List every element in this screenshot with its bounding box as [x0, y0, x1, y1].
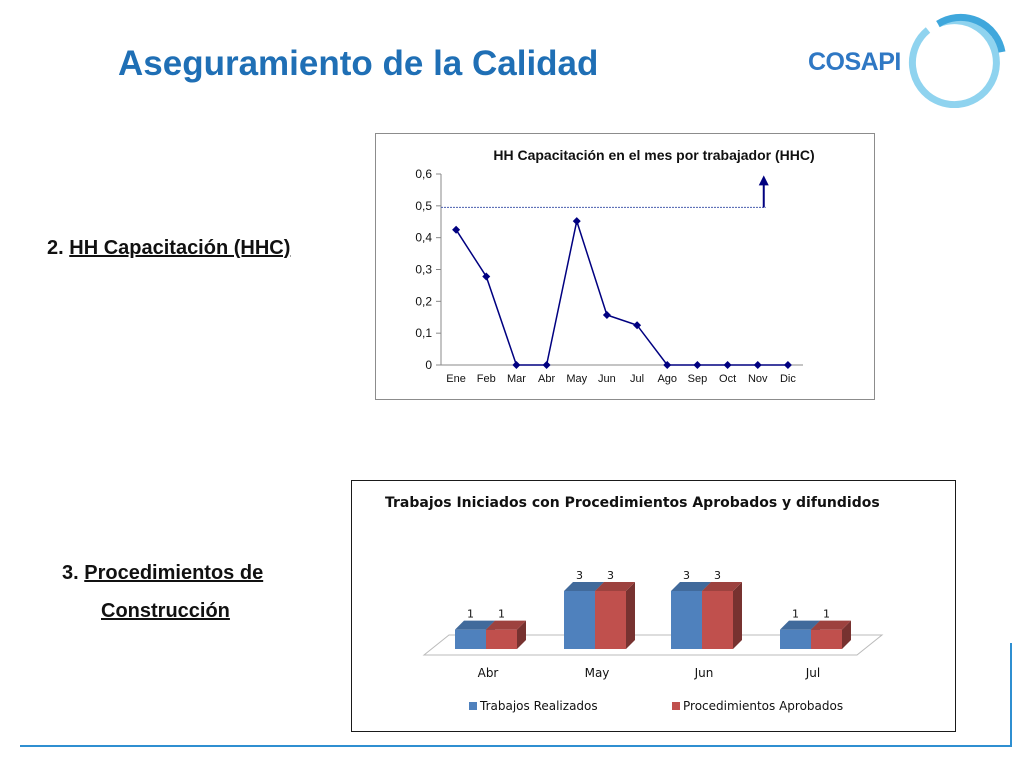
- bar-chart-title: Trabajos Iniciados con Procedimientos Aprobados y difundidos: [385, 495, 880, 511]
- hhc-data-point: [693, 361, 701, 369]
- bar-data-label: 3: [714, 569, 721, 582]
- hhc-data-point: [543, 361, 551, 369]
- x-tick-label: Jun: [598, 373, 616, 385]
- hhc-data-point: [512, 361, 520, 369]
- y-tick-label: 0,1: [415, 326, 432, 341]
- y-tick-label: 0,5: [415, 198, 432, 213]
- bar-data-label: 3: [607, 569, 614, 582]
- bar-procedimientos: [595, 582, 635, 649]
- procedimientos-bar-chart-svg: [352, 481, 957, 733]
- section-3-label-line2: [101, 600, 230, 623]
- hhc-data-point: [573, 217, 581, 225]
- target-arrow-icon: [759, 175, 769, 207]
- section-3-text-line1: Procedimientos de: [84, 562, 264, 584]
- hhc-data-point: [452, 226, 460, 234]
- bar-data-label: 1: [467, 607, 474, 621]
- x-tick-label: Dic: [779, 373, 796, 385]
- section-2-label: [47, 237, 290, 260]
- hhc-data-point: [754, 361, 762, 369]
- bottom-divider: [20, 745, 1012, 747]
- x-tick-label: Feb: [476, 373, 496, 385]
- procedimientos-bar-chart: [351, 480, 956, 732]
- x-tick-label: Ago: [657, 373, 678, 385]
- bar-procedimientos: [811, 621, 851, 649]
- x-category-label: Jul: [805, 666, 821, 680]
- x-category-label: May: [584, 666, 610, 680]
- hhc-series-line: [456, 221, 788, 365]
- hhc-line-chart: [375, 133, 875, 400]
- legend-entry: [469, 699, 598, 713]
- logo-text: COSAPI: [808, 48, 901, 76]
- legend-swatch: [469, 702, 477, 710]
- legend-swatch: [672, 702, 680, 710]
- hhc-data-point: [603, 311, 611, 319]
- hhc-line-chart-svg: [376, 134, 876, 401]
- slide-title: Aseguramiento de la Calidad: [118, 44, 599, 83]
- x-tick-label: Mar: [506, 373, 526, 385]
- section-2-number: 2.: [47, 237, 64, 259]
- section-2-text: HH Capacitación (HHC): [69, 237, 291, 259]
- x-tick-label: Ene: [446, 373, 466, 385]
- legend-label: Trabajos Realizados: [480, 699, 598, 713]
- y-tick-label: 0: [425, 358, 432, 372]
- x-category-label: Jun: [694, 666, 714, 680]
- x-tick-label: Sep: [687, 373, 708, 385]
- legend-entry: [672, 699, 843, 713]
- bar-data-label: 1: [792, 607, 799, 621]
- bar-data-label: 1: [823, 607, 830, 621]
- right-divider: [1010, 643, 1012, 747]
- hhc-data-point: [784, 361, 792, 369]
- hhc-data-point: [724, 361, 732, 369]
- section-3-number: 3.: [62, 562, 79, 584]
- line-chart-title: HH Capacitación en el mes por trabajador (HHC): [493, 147, 815, 163]
- x-tick-label: Abr: [538, 373, 556, 385]
- x-tick-label: Nov: [747, 373, 768, 385]
- bar-procedimientos: [486, 621, 526, 649]
- hhc-data-point: [482, 273, 490, 281]
- y-tick-label: 0,6: [415, 167, 432, 181]
- bar-data-label: 3: [683, 569, 690, 582]
- x-tick-label: Jul: [630, 373, 645, 385]
- section-3-label: [62, 562, 263, 585]
- bar-data-label: 1: [498, 607, 505, 621]
- bar-data-label: 3: [576, 569, 583, 582]
- y-tick-label: 0,3: [415, 262, 432, 277]
- legend-label: Procedimientos Aprobados: [683, 699, 844, 713]
- y-tick-label: 0,4: [415, 230, 432, 245]
- y-tick-label: 0,2: [415, 294, 432, 309]
- x-category-label: Abr: [477, 666, 499, 680]
- x-tick-label: May: [566, 373, 588, 385]
- bar-procedimientos: [702, 582, 742, 649]
- x-tick-label: Oct: [719, 373, 737, 385]
- section-3-text-line2: Construcción: [101, 600, 230, 622]
- cosapi-logo: [806, 12, 1012, 108]
